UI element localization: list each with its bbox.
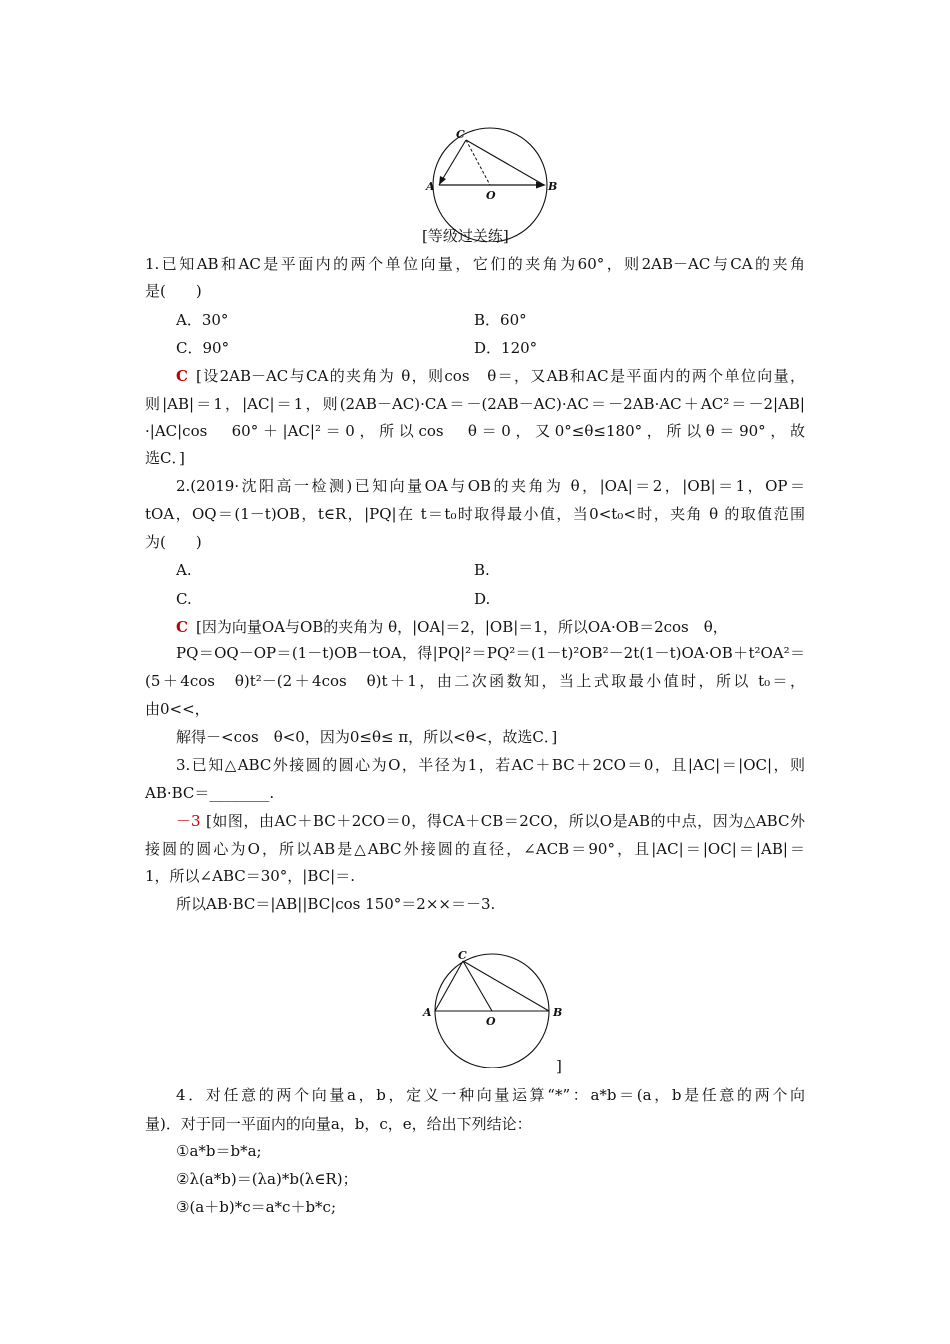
q4-conclusion-3: ③(a＋b)*c＝a*c＋b*c; xyxy=(176,1198,336,1216)
q1-option-b: B．60° xyxy=(474,311,527,329)
q1-option-d: D．120° xyxy=(474,339,538,357)
label-o: O xyxy=(486,189,496,202)
label-a: A xyxy=(423,1006,432,1019)
q1-option-c: C．90° xyxy=(176,339,230,357)
q1-solution-line4: 选C．] xyxy=(145,449,185,467)
label-b: B xyxy=(553,1006,563,1019)
q2-option-d: D. xyxy=(474,590,491,608)
q3-answer: －3 xyxy=(176,812,201,830)
label-a: A xyxy=(426,180,435,193)
q2-option-b: B. xyxy=(474,561,490,579)
q2-answer: C xyxy=(176,618,188,636)
q2-solution-line1: [因为向量OA与OB的夹角为 θ，|OA|＝2，|OB|＝1，所以OA·OB＝2cos θ， xyxy=(196,618,728,636)
label-c: C xyxy=(458,949,467,962)
q1-solution-line3: ·|AC|cos 60°＋|AC|²＝0，所以cos θ＝0，又0°≤θ≤180°，所以θ＝90°，故 xyxy=(145,422,805,440)
q4-stem-line1: 4．对任意的两个向量a，b，定义一种向量运算“*”：a*b＝(a，b是任意的两个向 xyxy=(176,1086,805,1104)
segment-ca xyxy=(435,961,463,1011)
vector-ca-arrowhead xyxy=(439,176,446,185)
q1-solution-line1: [设2AB－AC与CA的夹角为 θ，则cos θ＝，又AB和AC是平面内的两个单位向量， xyxy=(196,367,805,385)
vector-ab-arrowhead xyxy=(536,182,546,189)
q4-stem-line2: 量)．对于同一平面内的向量a，b，c，e，给出下列结论： xyxy=(145,1115,532,1133)
q2-solution-line2: PQ＝OQ－OP＝(1－t)OB－tOA，得|PQ|²＝PQ²＝(1－t)²OB²－2t(1－t)OA·OB＋t²OA²＝ xyxy=(176,644,805,662)
label-o: O xyxy=(486,1015,496,1028)
q2-option-a: A. xyxy=(176,561,192,579)
segment-cb xyxy=(463,961,549,1011)
q3-solution-line4: 所以AB·BC＝|AB||BC|cos 150°＝2××＝－3. xyxy=(176,895,496,913)
q2-stem-line2: tOA，OQ＝(1－t)OB，t∈R，|PQ|在 t＝t₀时取得最小值，当0<t₀<时，夹角 θ 的取值范围 xyxy=(145,505,805,523)
q1-stem-line2: 是( ) xyxy=(145,282,202,300)
section-title: [等级过关练] xyxy=(422,227,509,245)
q1-solution-line2: 则|AB|＝1，|AC|＝1，则(2AB－AC)·CA＝－(2AB－AC)·AC＝－2AB·AC＋AC²＝－2|AB| xyxy=(145,395,805,413)
q1-stem-line1: 1.已知AB和AC是平面内的两个单位向量，它们的夹角为60°，则2AB－AC与CA的夹角 xyxy=(145,255,805,273)
q3-solution-line3: 1，所以∠ABC＝30°，|BC|＝. xyxy=(145,867,355,885)
q3-solution-close-bracket: ] xyxy=(556,1057,562,1075)
circle-figure-top xyxy=(420,124,560,242)
label-b: B xyxy=(548,180,558,193)
q3-stem-line2: AB·BC＝________. xyxy=(145,784,275,802)
q2-stem-line1: 2.(2019·沈阳高一检测)已知向量OA与OB的夹角为 θ，|OA|＝2，|OB|＝1，OP＝ xyxy=(176,477,805,495)
q2-stem-line3: 为( ) xyxy=(145,533,202,551)
q2-solution-line3: (5＋4cos θ)t²－(2＋4cos θ)t＋1，由二次函数知，当上式取最小值时，所以 t₀＝， xyxy=(145,672,805,690)
q4-conclusion-2: ②λ(a*b)＝(λa)*b(λ∈R)； xyxy=(176,1170,358,1188)
q2-solution-line5: 解得－<cos θ<0，因为0≤θ≤ π，所以<θ<，故选C．] xyxy=(176,728,558,746)
label-c: C xyxy=(456,128,465,141)
segment-co xyxy=(463,961,492,1011)
q3-stem-line1: 3.已知△ABC外接圆的圆心为O，半径为1，若AC＋BC＋2CO＝0，且|AC|＝|OC|，则 xyxy=(176,756,805,774)
circle-figure-bottom xyxy=(420,948,565,1068)
q2-solution-line4: 由0<<， xyxy=(145,700,210,718)
q4-conclusion-1: ①a*b＝b*a; xyxy=(176,1142,262,1160)
q1-answer: C xyxy=(176,367,188,385)
q3-solution-line2: 接圆的圆心为O，所以AB是△ABC外接圆的直径，∠ACB＝90°，且|AC|＝|OC|＝|AB|＝ xyxy=(145,840,805,858)
q2-option-c: C. xyxy=(176,590,192,608)
q1-option-a: A．30° xyxy=(176,311,229,329)
q3-solution-line1: [如图，由AC＋BC＋2CO＝0，得CA＋CB＝2CO，所以O是AB的中点，因为△ABC外 xyxy=(206,812,805,830)
